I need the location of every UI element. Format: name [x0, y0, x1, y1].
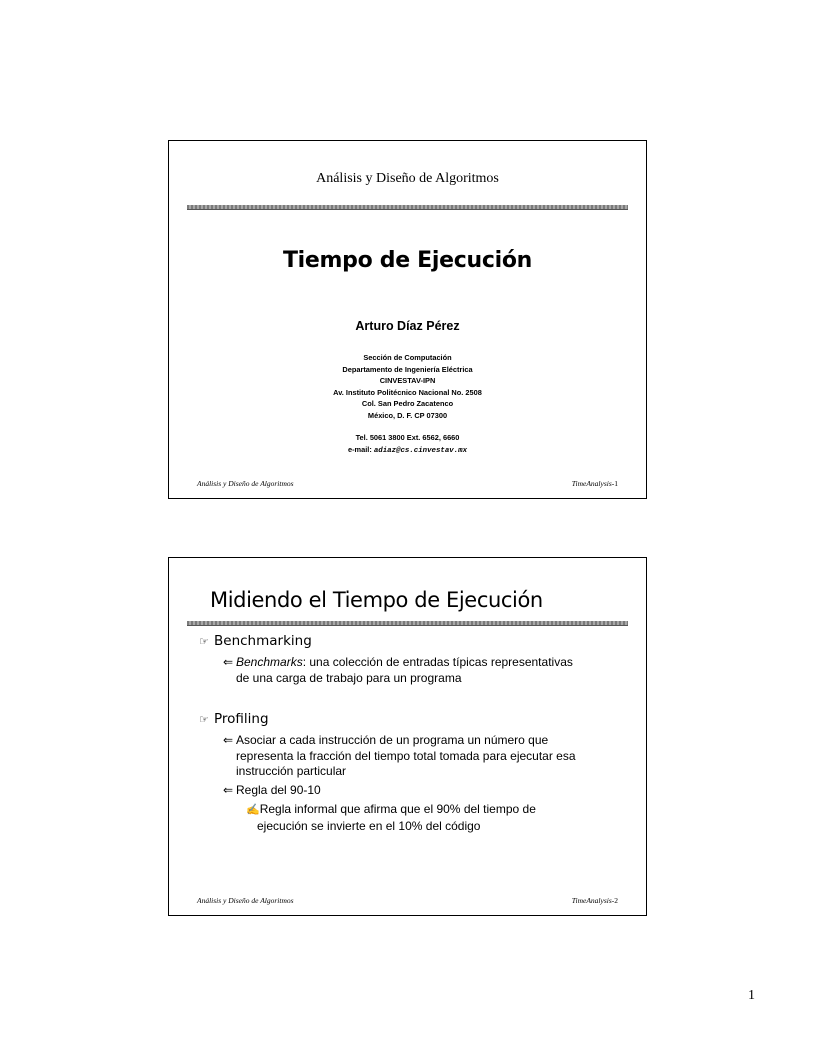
bullet-text: de una carga de trabajo para un programa [236, 670, 462, 685]
email-line [169, 444, 646, 458]
left-arrow-icon: ⇐ [223, 783, 234, 797]
page-number: 1 [748, 988, 755, 1003]
footer-file-name: TimeAnalysis [571, 896, 612, 905]
affiliation-line: Col. San Pedro Zacatenco [361, 399, 454, 409]
affiliation-block [169, 352, 646, 422]
affiliation-line: México, D. F. CP 07300 [367, 410, 448, 420]
bullet-text: Benchmarking [214, 633, 312, 649]
bullet-profiling [199, 711, 269, 727]
phone-line: Tel. 5061 3800 Ext. 6562, 6660 [355, 433, 460, 442]
bullet-text: Regla informal que afirma que el 90% del tiempo de [259, 802, 536, 816]
footer-slide-number: -2 [611, 896, 618, 905]
bullet-text: ejecución se invierte en el 10% del código [257, 818, 481, 833]
bullet-text: instrucción particular [236, 764, 347, 778]
writing-hand-icon: ✍ [246, 804, 260, 816]
slide-title: Midiendo el Tiempo de Ejecución [210, 588, 543, 612]
bullet-text: Regla del 90-10 [236, 783, 321, 797]
subbullet-asociar [223, 733, 623, 780]
header-rule [187, 205, 628, 210]
author-name: Arturo Díaz Pérez [355, 319, 460, 333]
header-rule [187, 621, 628, 626]
pointing-hand-icon: ☞ [199, 635, 209, 648]
left-arrow-icon: ⇐ [223, 733, 234, 747]
slide-title: Tiempo de Ejecución [282, 248, 533, 273]
footer-file-name: TimeAnalysis [571, 479, 612, 488]
footer-slide-id [572, 896, 618, 905]
affiliation-line: Sección de Computación [363, 353, 452, 362]
left-arrow-icon: ⇐ [223, 655, 234, 669]
course-title: Análisis y Diseño de Algoritmos [316, 171, 499, 186]
slide-1 [168, 140, 647, 499]
subbullet-benchmarks [223, 655, 623, 686]
bullet-text: : una colección de entradas típicas representativas [302, 655, 573, 669]
email-label: e-mail: [347, 444, 372, 454]
subsubbullet-regla-informal [246, 802, 626, 834]
benchmarks-term: Benchmarks [236, 655, 303, 669]
pointing-hand-icon: ☞ [199, 713, 209, 726]
contact-block [169, 432, 646, 457]
slide-2 [168, 557, 647, 916]
subbullet-regla [223, 783, 623, 799]
affiliation-line: CINVESTAV-IPN [379, 376, 436, 386]
bullet-text: Asociar a cada instrucción de un programa un número que [236, 733, 549, 747]
footer-slide-number: -1 [611, 479, 618, 488]
bullet-benchmarking [199, 633, 312, 649]
footer-course: Análisis y Diseño de Algoritmos [197, 896, 294, 905]
affiliation-line: Departamento de Ingeniería Eléctrica [342, 364, 473, 374]
footer-course: Análisis y Diseño de Algoritmos [197, 479, 294, 488]
affiliation-line: Av. Instituto Politécnico Nacional No. 2508 [333, 387, 482, 397]
email-address[interactable]: adiaz@cs.cinvestav.mx [373, 446, 468, 455]
bullet-text: Profiling [214, 711, 269, 727]
footer-slide-id [572, 479, 618, 488]
bullet-text: representa la fracción del tiempo total tomada para ejecutar esa [236, 748, 576, 763]
